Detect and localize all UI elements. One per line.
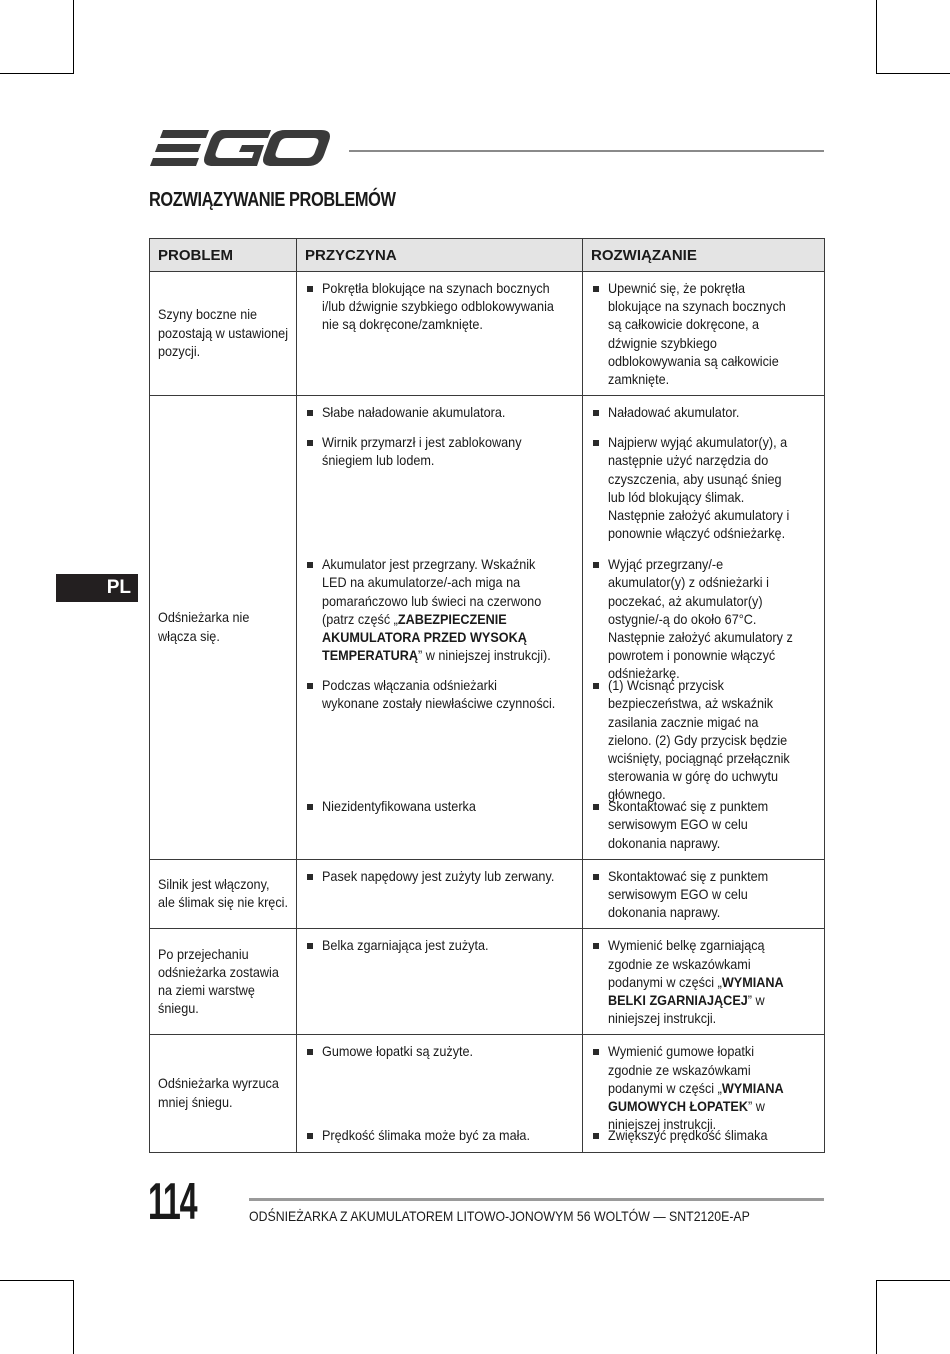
problem-text: Odśnieżarka nie włącza się. (158, 610, 250, 644)
cause-text-part: Akumulator jest przegrzany. Wskaźnik LED na akumulatorze/-ach miga na pomarańczowo lub świeci na czerwono (patrz część „ (322, 557, 542, 627)
table-row (150, 1035, 825, 1152)
bullet-icon (307, 874, 313, 880)
problem-text: Po przejechaniu odśnieżarka zostawia na ziemi warstwę śniegu. (158, 946, 279, 1017)
list-item (591, 937, 816, 1028)
solution-text: Naładować akumulator. (608, 405, 740, 421)
cause-cell (297, 1035, 583, 1152)
list-item (305, 280, 574, 335)
bullet-icon (307, 1049, 313, 1055)
cause-reference: ZABEZPIECZENIE AKUMULATORA PRZED WYSOKĄ TEMPERATURĄ (322, 611, 527, 664)
header-solution: ROZWIĄZANIE (583, 239, 825, 272)
solution-cell (583, 929, 825, 1035)
bullet-icon (593, 943, 599, 949)
cause-text: Pasek napędowy jest zużyty lub zerwany. (322, 868, 555, 884)
solution-text-part: Wymienić gumowe łopatki zgodnie ze wskazówkami podanymi w części „ (608, 1044, 755, 1096)
bullet-icon (307, 1133, 313, 1139)
cause-text: Gumowe łopatki są zużyte. (322, 1044, 474, 1060)
bullet-icon (593, 1049, 599, 1055)
bullet-icon (593, 874, 599, 880)
cause-cell (297, 396, 583, 860)
list-item (591, 280, 816, 389)
problem-cell (150, 1035, 297, 1152)
bullet-icon (307, 286, 313, 292)
bullet-icon (307, 410, 313, 416)
crop-mark (876, 1280, 877, 1354)
crop-mark (73, 1280, 74, 1354)
crop-mark (876, 73, 950, 74)
header-cause: PRZYCZYNA (297, 239, 583, 272)
list-item (591, 677, 816, 803)
crop-mark (876, 1280, 950, 1281)
problem-cell (150, 396, 297, 860)
list-item (591, 404, 816, 422)
cause-text: Niezidentyfikowana usterka (322, 799, 476, 815)
list-item (305, 404, 574, 422)
table-row (150, 272, 825, 396)
table-row (150, 859, 825, 929)
list-item (591, 1127, 816, 1145)
solution-text-part: ” w niniejszej instrukcji. (608, 1099, 765, 1133)
bullet-icon (593, 804, 599, 810)
solution-text: Wyjąć przegrzany/-e akumulator(y) z odśnieżarki i poczekać, aż akumulator(y) ostygnie/-ą do około 67°C. Następnie założyć akumulatory z powrotem i ponownie włączyć odśnieżarkę. (608, 557, 793, 682)
problem-text: Szyny boczne nie pozostają w ustawionej pozycji. (158, 307, 289, 359)
problem-cell (150, 929, 297, 1035)
table-row (150, 396, 825, 860)
ego-logo (149, 128, 331, 172)
solution-text: (1) Wcisnąć przycisk bezpieczeństwa, aż wskaźnik zasilania zacznie migać na zielono. (2) Gdy przycisk będzie wciśnięty, pociągnąć przełącznik sterowania w górę do uchwytu głównego. (608, 678, 790, 803)
solution-reference: WYMIANA GUMOWYCH ŁOPATEK (608, 1080, 784, 1115)
cause-text: Pokrętła blokujące na szynach bocznych i/lub dźwignie szybkiego odblokowywania nie są dokręcone/zamknięte. (322, 281, 554, 333)
crop-mark (0, 1280, 74, 1281)
cause-text: Słabe naładowanie akumulatora. (322, 405, 506, 421)
list-item (305, 868, 574, 886)
header-rule (349, 150, 824, 152)
bullet-icon (593, 286, 599, 292)
solution-text (608, 1043, 801, 1133)
footer-title: ODŚNIEŻARKA Z AKUMULATOREM LITOWO-JONOWYM 56 WOLTÓW — SNT2120E-AP (249, 1208, 750, 1224)
solution-reference: WYMIANA BELKI ZGARNIAJĄCEJ (608, 974, 784, 1009)
bullet-icon (307, 943, 313, 949)
bullet-icon (593, 683, 599, 689)
bullet-icon (593, 1133, 599, 1139)
bullet-icon (307, 804, 313, 810)
solution-cell (583, 396, 825, 860)
solution-text-part: ” w niniejszej instrukcji. (608, 993, 765, 1027)
bullet-icon (307, 683, 313, 689)
cause-text: Wirnik przymarzł i jest zablokowany śniegiem lub lodem. (322, 435, 522, 469)
list-item (591, 556, 816, 682)
solution-text: Skontaktować się z punktem serwisowym EGO w celu dokonania naprawy. (608, 868, 769, 921)
solution-text: Zwiększyć prędkość ślimaka (608, 1128, 768, 1144)
solution-text: Najpierw wyjąć akumulator(y), a następnie użyć narzędzia do czyszczenia, aby usunąć śnieg lub lód blokujący ślimak. Następnie założyć akumulatory i ponownie włączyć odśnieżarkę. (608, 435, 790, 542)
cause-text-part: ” w niniejszej instrukcji). (417, 648, 551, 664)
section-title: ROZWIĄZYWANIE PROBLEMÓW (149, 189, 396, 211)
solution-text: Upewnić się, że pokrętła blokujące na szynach bocznych są całkowicie dokręcone, a dźwignie szybkiego odblokowywania są całkowicie zamknięte. (608, 281, 786, 388)
bullet-icon (593, 440, 599, 446)
solution-cell (583, 1035, 825, 1152)
list-item (591, 1043, 816, 1133)
list-item (305, 937, 574, 955)
list-item (305, 1127, 574, 1145)
crop-mark (0, 73, 74, 74)
solution-cell (583, 272, 825, 396)
bullet-icon (307, 562, 313, 568)
bullet-icon (307, 440, 313, 446)
list-item (591, 434, 816, 544)
list-item (305, 1043, 574, 1115)
list-item (591, 868, 816, 923)
list-item (305, 798, 574, 816)
language-tab: PL (56, 574, 138, 602)
cause-cell (297, 859, 583, 929)
cause-text: Belka zgarniająca jest zużyta. (322, 938, 489, 954)
header-problem: PROBLEM (150, 239, 297, 272)
list-item (305, 434, 574, 544)
problem-cell (150, 272, 297, 396)
list-item (305, 677, 574, 786)
page-number: 114 (148, 1173, 197, 1231)
cause-text: Prędkość ślimaka może być za mała. (322, 1128, 530, 1144)
problem-text: Silnik jest włączony, ale ślimak się nie kręci. (158, 876, 288, 911)
problem-cell (150, 859, 297, 929)
cause-text (322, 556, 556, 665)
solution-text: Skontaktować się z punktem serwisowym EGO w celu dokonania naprawy. (608, 799, 769, 851)
cause-cell (297, 272, 583, 396)
footer-rule (249, 1198, 824, 1201)
bullet-icon (593, 562, 599, 568)
cause-cell (297, 929, 583, 1035)
solution-text-part: Wymienić belkę zgarniającą zgodnie ze wskazówkami podanymi w części „ (608, 938, 765, 990)
table-row (150, 929, 825, 1035)
crop-mark (73, 0, 74, 74)
crop-mark (876, 0, 877, 74)
cause-text: Podczas włączania odśnieżarki wykonane zostały niewłaściwe czynności. (322, 678, 556, 712)
solution-cell (583, 859, 825, 929)
bullet-icon (593, 410, 599, 416)
table-header-row (150, 239, 825, 272)
list-item (591, 798, 816, 853)
list-item (305, 556, 574, 665)
troubleshooting-table (149, 238, 825, 1153)
problem-text: Odśnieżarka wyrzuca mniej śniegu. (158, 1076, 279, 1110)
solution-text (608, 937, 801, 1028)
